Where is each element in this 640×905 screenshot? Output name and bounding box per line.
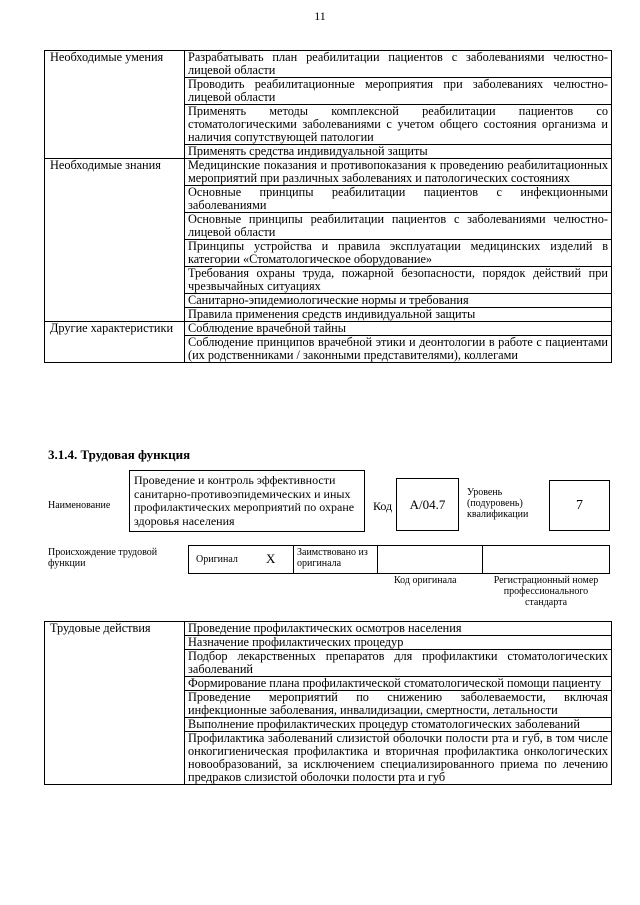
- row-label-actions: Трудовые действия: [45, 622, 185, 785]
- origin-label: Происхождение трудовой функции: [48, 547, 158, 569]
- table-cell: Основные принципы реабилитации пациентов с инфекционными заболеваниями: [185, 186, 612, 213]
- function-name: Проведение и контроль эффективности санитарно-противоэпидемических и иных профилактических мероприятий по охране здоровья населения: [134, 473, 355, 528]
- borrowed-label: Заимствовано из оригинала: [297, 547, 368, 569]
- skills-knowledge-table: [44, 50, 612, 363]
- code-box: [396, 478, 459, 531]
- level-value: 7: [576, 498, 583, 513]
- table-cell: Применять средства индивидуальной защиты: [185, 145, 612, 159]
- code-value: А/04.7: [409, 497, 446, 512]
- table-cell: Назначение профилактических процедур: [185, 636, 612, 650]
- original-label: Оригинал: [196, 554, 238, 565]
- table-cell: Разрабатывать план реабилитации пациентов с заболеваниями челюстно-лицевой области: [185, 51, 612, 78]
- table-cell: Профилактика заболеваний слизистой оболочки полости рта и губ, в том числе онкогигиеническая профилактика и вторичная профилактика онкологических новообразований, за исключением специализированного приема по лечению предраков слизистой оболочки полости рта и губ: [185, 732, 612, 785]
- table-cell: Соблюдение принципов врачебной этики и деонтологии в работе с пациентами (их родственниками / законными представителями), коллегами: [185, 336, 612, 363]
- table-cell: Проведение мероприятий по снижению заболеваемости, включая инфекционные заболевания, инвалидизации, смертности, летальности: [185, 691, 612, 718]
- table-cell: Санитарно-эпидемиологические нормы и требования: [185, 294, 612, 308]
- table-cell: Применять методы комплексной реабилитации пациентов со стоматологическими заболеваниями с учетом общего состояния организма и наличия сопутствующей патологии: [185, 105, 612, 145]
- table-cell: Медицинские показания и противопоказания к проведению реабилитационных мероприятий при различных заболеваниях и патологических состояниях: [185, 159, 612, 186]
- table-cell: Основные принципы реабилитации пациентов с заболеваниями челюстно-лицевой области: [185, 213, 612, 240]
- function-name-box: [129, 470, 365, 532]
- name-label: Наименование: [48, 500, 111, 511]
- origin-row: [188, 545, 610, 574]
- reg-number-caption: Регистрационный номер профессионального стандарта: [493, 575, 599, 608]
- row-label-knowledge: Необходимые знания: [45, 159, 185, 322]
- level-label: Уровень (подуровень) квалификации: [467, 487, 529, 520]
- level-box: [549, 480, 610, 531]
- table-cell: Требования охраны труда, пожарной безопасности, порядок действий при чрезвычайных ситуациях: [185, 267, 612, 294]
- section-title: 3.1.4. Трудовая функция: [48, 447, 191, 462]
- row-label-other: Другие характеристики: [45, 322, 185, 363]
- table-cell: Принципы устройства и правила эксплуатации медицинских изделий в категории «Стоматологическое оборудование»: [185, 240, 612, 267]
- table-cell: Выполнение профилактических процедур стоматологических заболеваний: [185, 718, 612, 732]
- original-mark: Х: [266, 551, 276, 566]
- table-cell: Соблюдение врачебной тайны: [185, 322, 612, 336]
- table-cell: Подбор лекарственных препаратов для профилактики стоматологических заболеваний: [185, 650, 612, 677]
- page-number: 11: [314, 9, 326, 23]
- table-cell: Проведение профилактических осмотров населения: [185, 622, 612, 636]
- code-original-caption: Код оригинала: [394, 575, 457, 586]
- code-label: Код: [373, 499, 393, 513]
- labor-actions-table: [44, 621, 612, 785]
- table-cell: Формирование плана профилактической стоматологической помощи пациенту: [185, 677, 612, 691]
- table-cell: Проводить реабилитационные мероприятия при заболеваниях челюстно-лицевой области: [185, 78, 612, 105]
- row-label-skills: Необходимые умения: [45, 51, 185, 159]
- table-cell: Правила применения средств индивидуальной защиты: [185, 308, 612, 322]
